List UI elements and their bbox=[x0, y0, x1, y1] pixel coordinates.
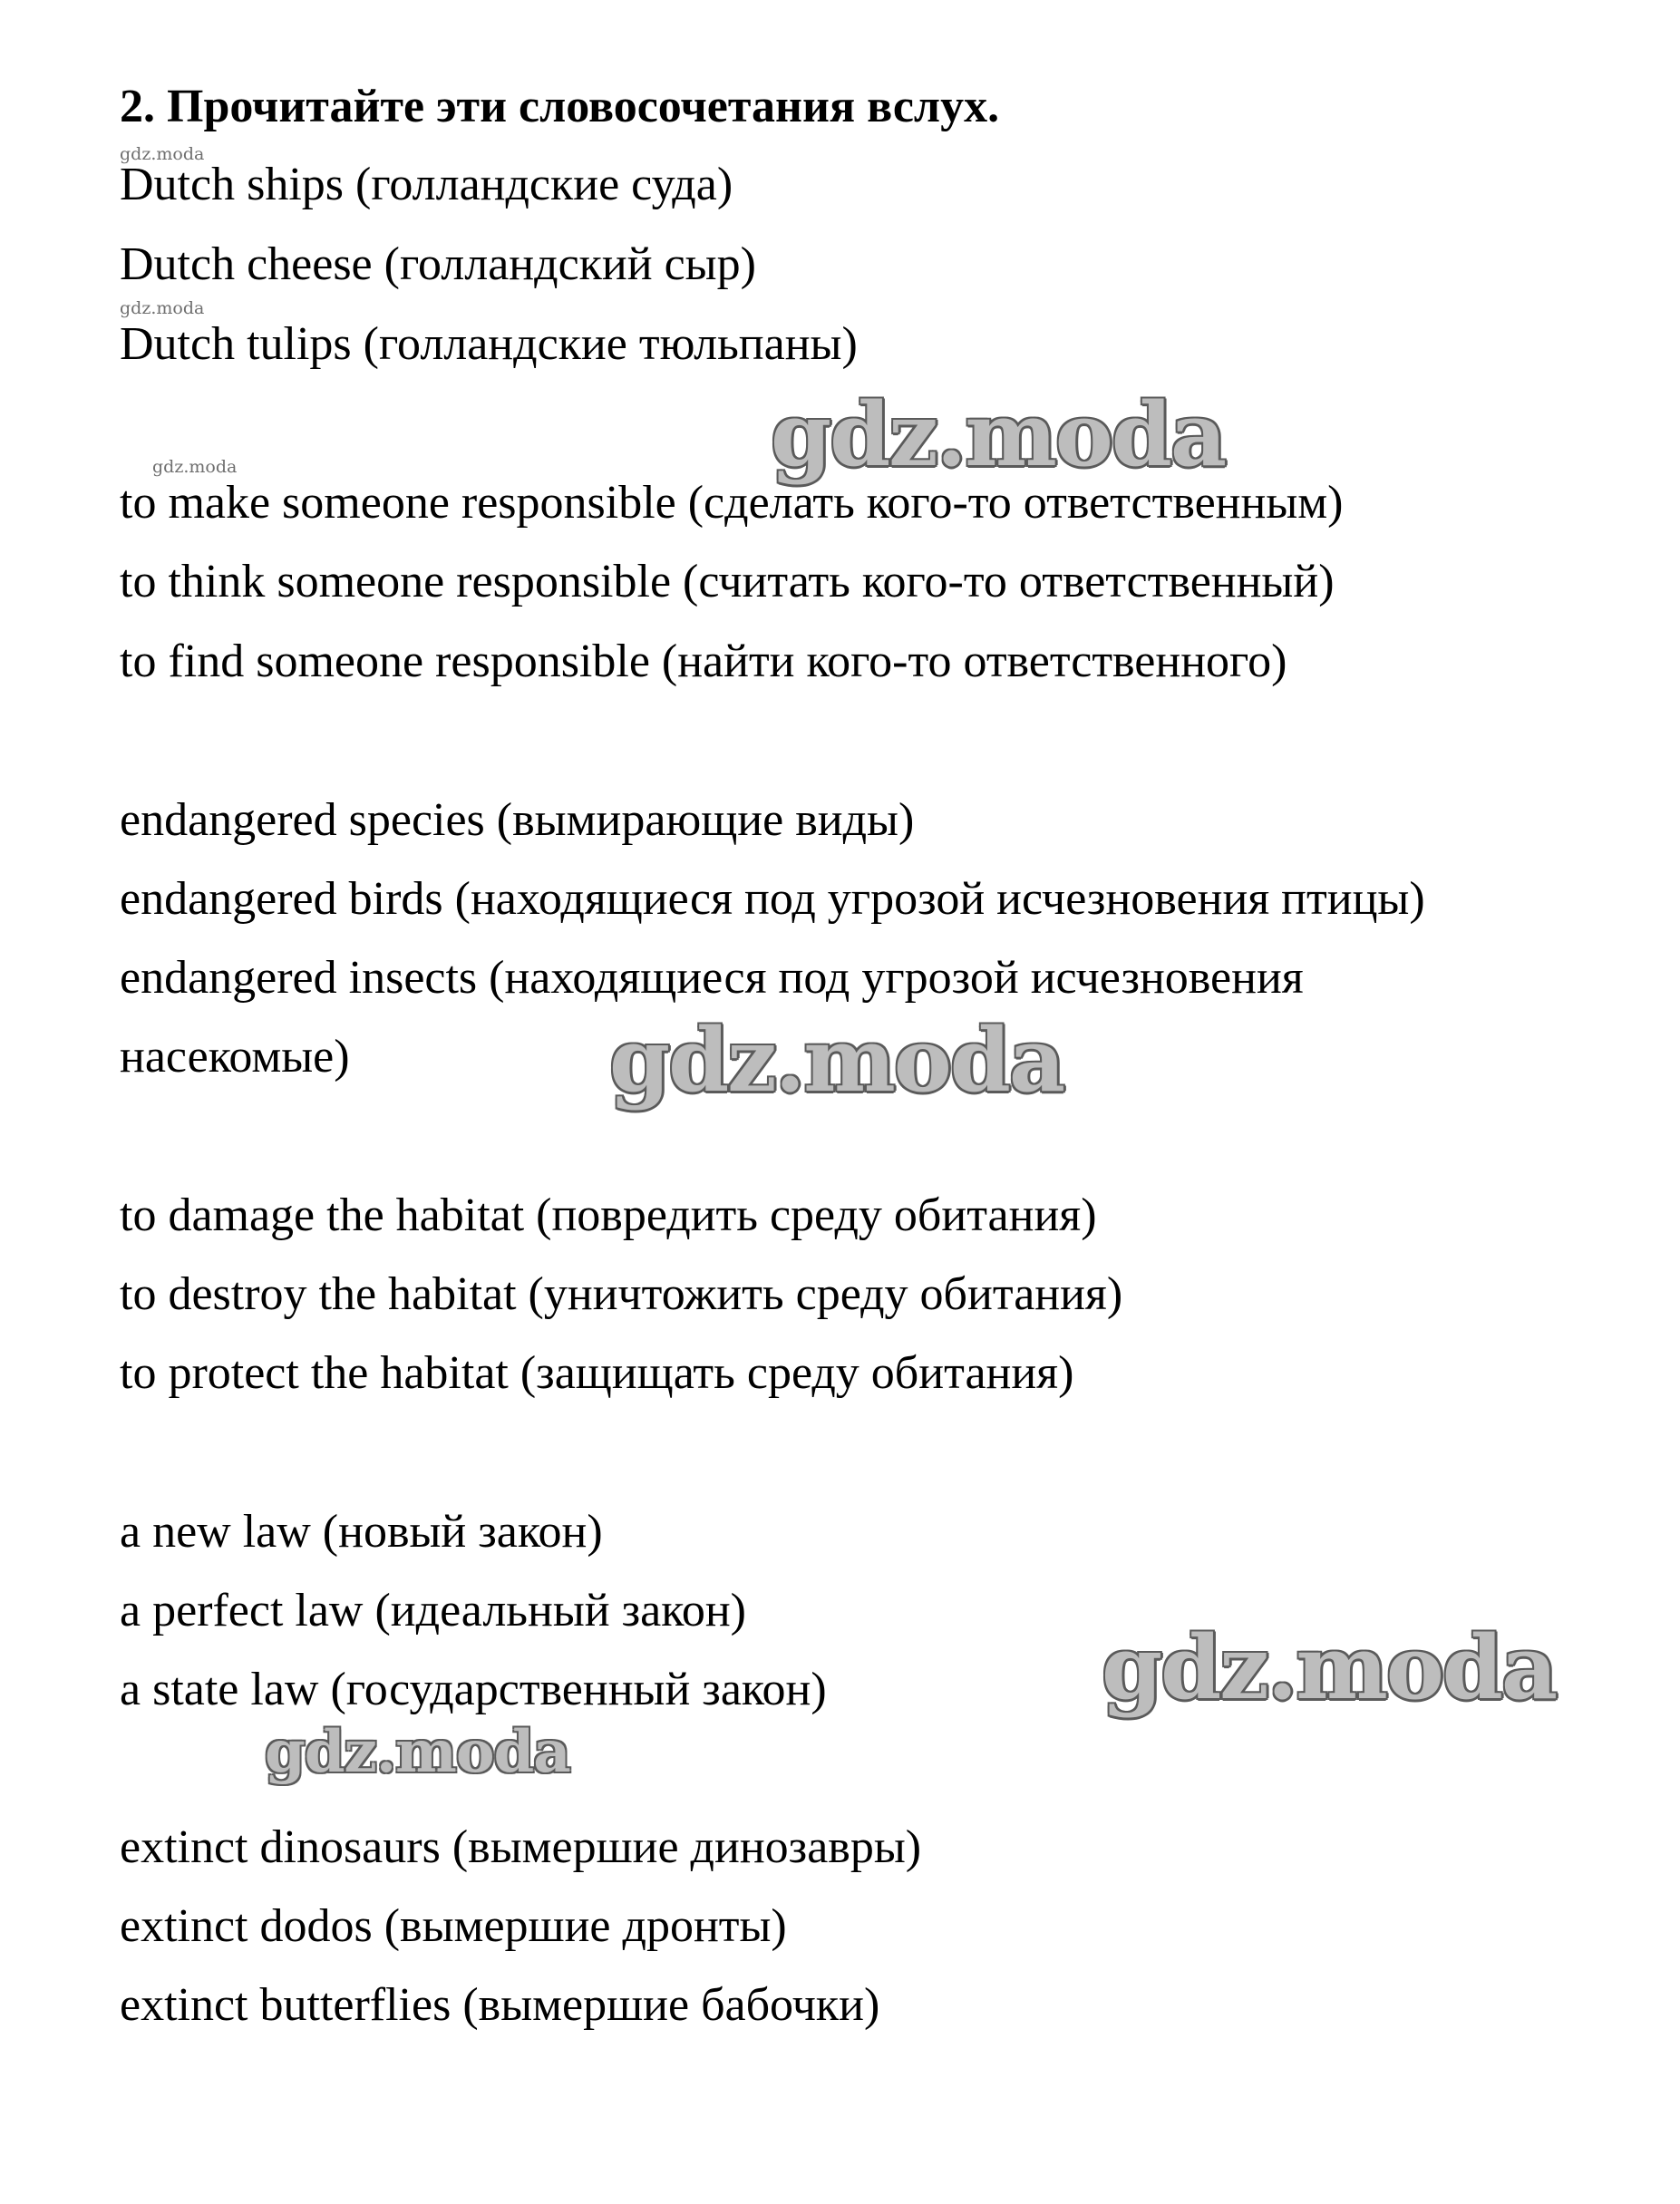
phrase-line: насекомые) bbox=[120, 1031, 350, 1083]
phrase-line: extinct butterflies (вымершие бабочки) bbox=[120, 1979, 880, 2031]
phrase-line: Dutch ships (голландские суда) bbox=[120, 159, 733, 210]
phrase-line: Dutch tulips (голландские тюльпаны) bbox=[120, 318, 858, 370]
watermark-small: gdz.moda bbox=[120, 298, 205, 318]
watermark-small: gdz.moda bbox=[152, 457, 238, 477]
phrase-line: to make someone responsible (сделать кого-то ответственным) bbox=[120, 477, 1344, 529]
phrase-line: to destroy the habitat (уничтожить среду обитания) bbox=[120, 1268, 1123, 1320]
phrase-line: to think someone responsible (считать кого-то ответственный) bbox=[120, 556, 1335, 607]
phrase-line: Dutch cheese (голландский сыр) bbox=[120, 238, 756, 290]
exercise-heading: 2. Прочитайте эти словосочетания вслух. bbox=[120, 81, 1000, 132]
phrase-line: a perfect law (идеальный закон) bbox=[120, 1585, 746, 1636]
phrase-line: to protect the habitat (защищать среду обитания) bbox=[120, 1347, 1074, 1399]
phrase-line: extinct dodos (вымершие дронты) bbox=[120, 1900, 787, 1952]
phrase-line: endangered birds (находящиеся под угрозой исчезновения птицы) bbox=[120, 873, 1425, 925]
phrase-line: a new law (новый закон) bbox=[120, 1506, 603, 1558]
phrase-line: to find someone responsible (найти кого-то ответственного) bbox=[120, 636, 1287, 687]
watermark-large: gdz.moda bbox=[771, 384, 1226, 486]
watermark-large: gdz.moda bbox=[609, 1009, 1064, 1112]
phrase-line: endangered insects (находящиеся под угрозой исчезновения bbox=[120, 952, 1304, 1004]
watermark-medium: gdz.moda bbox=[265, 1718, 570, 1786]
phrase-line: a state law (государственный закон) bbox=[120, 1664, 827, 1715]
watermark-large: gdz.moda bbox=[1102, 1617, 1557, 1719]
phrase-line: extinct dinosaurs (вымершие динозавры) bbox=[120, 1821, 922, 1873]
phrase-line: to damage the habitat (повредить среду обитания) bbox=[120, 1189, 1097, 1241]
phrase-line: endangered species (вымирающие виды) bbox=[120, 794, 915, 846]
watermark-small: gdz.moda bbox=[120, 144, 205, 164]
